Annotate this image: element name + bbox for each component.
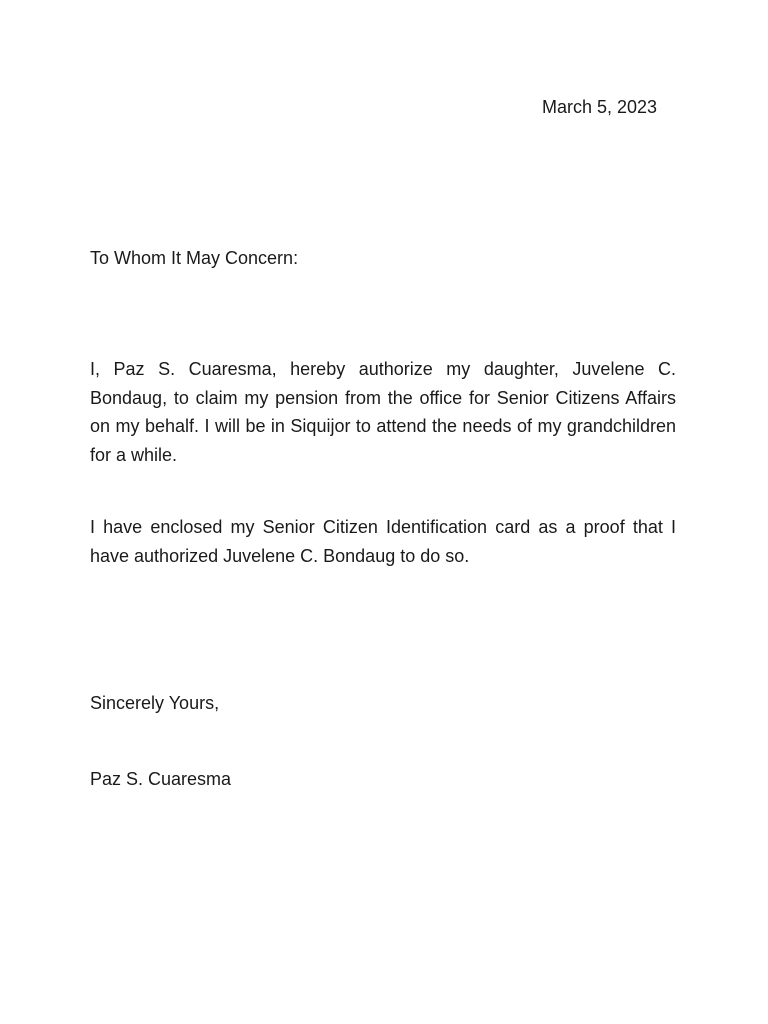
letter-paragraph-enclosure: I have enclosed my Senior Citizen Identification card as a proof that I have authorized Juvelene C. Bondaug to do so. [90, 517, 676, 566]
letter-signature-name: Paz S. Cuaresma [90, 769, 232, 789]
letter-paragraph-authorization: I, Paz S. Cuaresma, hereby authorize my daughter, Juvelene C. Bondaug, to claim my pension from the office for Senior Citizens Affairs on my behalf. I will be in Siquijor to attend the needs of my grandchildren for a while. [90, 359, 676, 465]
letter-salutation: To Whom It May Concern: [90, 248, 299, 268]
letter-date: March 5, 2023 [542, 97, 658, 117]
letter-closing: Sincerely Yours, [90, 693, 220, 713]
